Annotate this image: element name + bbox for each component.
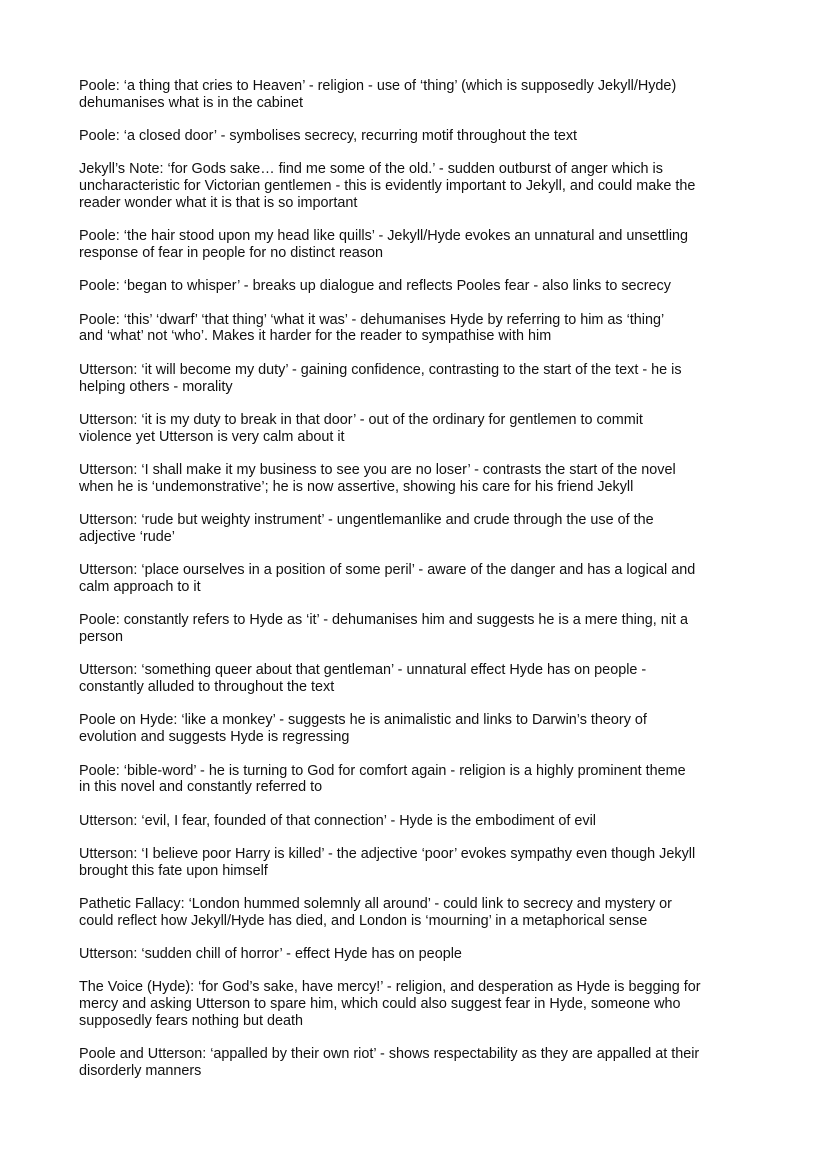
notes-list bbox=[79, 78, 769, 1096]
note-item: Poole: constantly refers to Hyde as ‘it’ - dehumanises him and suggests he is a mere thing, nit a person bbox=[79, 612, 688, 646]
note-item: Utterson: ‘I shall make it my business to see you are no loser’ - contrasts the start of the novel when he is ‘undemonstrative’; he is now assertive, showing his care for his friend Jekyll bbox=[79, 461, 676, 495]
note-item: Utterson: ‘it will become my duty’ - gaining confidence, contrasting to the start of the text - he is helping others - morality bbox=[79, 361, 682, 395]
note-item: Poole: ‘began to whisper’ - breaks up dialogue and reflects Pooles fear - also links to secrecy bbox=[79, 278, 671, 295]
note-item: Poole: ‘a thing that cries to Heaven’ - religion - use of ‘thing’ (which is supposedly Jekyll/Hyde) dehumanises what is in the cabinet bbox=[79, 78, 677, 111]
note-item: Poole: ‘a closed door’ - symbolises secrecy, recurring motif throughout the text bbox=[79, 128, 578, 145]
note-item: Poole: ‘the hair stood upon my head like quills’ - Jekyll/Hyde evokes an unnatural and unsettling response of fear in people for no distinct reason bbox=[79, 228, 689, 262]
note-item: Utterson: ‘place ourselves in a position of some peril’ - aware of the danger and has a logical and calm approach to it bbox=[79, 562, 696, 595]
note-item: Jekyll’s Note: ‘for Gods sake… find me some of the old.’ - sudden outburst of anger which is uncharacteristic for Victorian gentlemen - this is evidently important to Jekyll, and could make the reader wonder what it is that is so important bbox=[79, 161, 696, 211]
note-item: Poole and Utterson: ‘appalled by their own riot’ - shows respectability as they are appalled at their disorderly manners bbox=[79, 1046, 700, 1080]
note-item: Poole: ‘bible-word’ - he is turning to God for comfort again - religion is a highly prominent theme in this novel and constantly referred to bbox=[79, 762, 686, 796]
note-item: Utterson: ‘it is my duty to break in that door’ - out of the ordinary for gentlemen to commit violence yet Utterson is very calm about it bbox=[79, 411, 643, 445]
note-item: Utterson: ‘I believe poor Harry is killed’ - the adjective ‘poor’ evokes sympathy even though Jekyll brought this fate upon himself bbox=[79, 845, 696, 879]
note-item: Utterson: ‘sudden chill of horror’ - effect Hyde has on people bbox=[79, 946, 462, 963]
note-item: Utterson: ‘evil, I fear, founded of that connection’ - Hyde is the embodiment of evil bbox=[79, 812, 597, 829]
note-item: The Voice (Hyde): ‘for God’s sake, have mercy!’ - religion, and desperation as Hyde is begging for mercy and asking Utterson to spare him, which could also suggest fear in Hyde, someone who supposedly fears nothing but death bbox=[79, 979, 701, 1029]
note-item: Pathetic Fallacy: ‘London hummed solemnly all around’ - could link to secrecy and mystery or could reflect how Jekyll/Hyde has died, and London is ‘mourning’ in a metaphorical sense bbox=[79, 896, 672, 929]
note-item: Poole on Hyde: ‘like a monkey’ - suggests he is animalistic and links to Darwin’s theory of evolution and suggests Hyde is regressing bbox=[79, 712, 647, 746]
note-item: Utterson: ‘rude but weighty instrument’ - ungentlemanlike and crude through the use of the adjective ‘rude’ bbox=[79, 512, 654, 545]
note-item: Poole: ‘this’ ‘dwarf’ ‘that thing’ ‘what it was’ - dehumanises Hyde by referring to him as ‘thing’ and ‘what’ not ‘who’. Makes it harder for the reader to sympathise with him bbox=[79, 311, 665, 345]
note-item: Utterson: ‘something queer about that gentleman’ - unnatural effect Hyde has on people - constantly alluded to throughout the text bbox=[79, 662, 647, 696]
